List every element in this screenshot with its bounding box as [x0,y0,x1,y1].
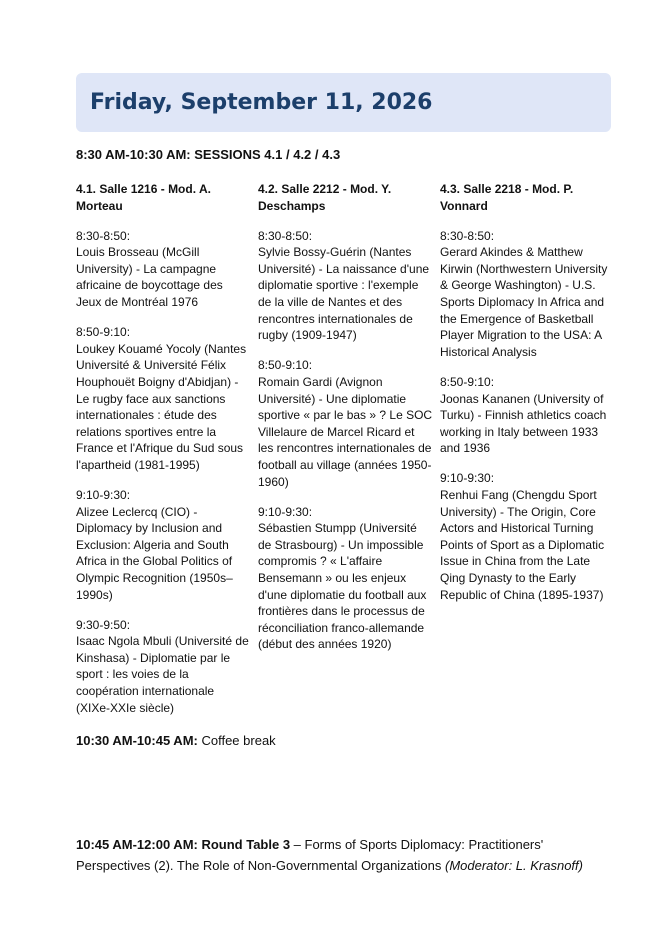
talk-description: Sébastien Stumpp (Université de Strasbourg) - Un impossible compromis ? « L'affaire Bensemann » ou les enjeux d'une diplomatie du football aux frontières dans le processus de réconciliation franco-allemande (début des années 1920) [258,521,427,652]
talk-slot [258,504,433,653]
talk-description: Renhui Fang (Chengdu Sport University) - The Origin, Core Actors and Historical Turning Points of Sport as a Diplomatic Issue in China from the Late Qing Dynasty to the Early Republic of China (1895-1937) [440,488,605,602]
talk-slot [258,357,433,490]
talk-description: Alizee Leclercq (CIO) - Diplomacy by Inclusion and Exclusion: Algeria and South Africa in the Global Politics of Olympic Recognition (1950s–1990s) [76,504,233,602]
talk-time: 9:30-9:50: [76,617,131,632]
room-moderator-label: 4.2. Salle 2212 - Mod. Y. Deschamps [258,182,392,213]
day-header-banner [76,73,611,132]
session-heading: 8:30 AM-10:30 AM: SESSIONS 4.1 / 4.2 / 4.3 [76,147,341,162]
talk-slot [440,470,615,603]
round-table-title: 10:45 AM-12:00 AM: Round Table 3 [76,837,291,852]
talk-description: Romain Gardi (Avignon Université) - Une diplomatie sportive « par le bas » ? Le SOC Villelaure de Marcel Ricard et les rencontres internationales de football au village (années 1950-1960) [258,374,433,489]
coffee-break-label: Coffee break [197,733,276,748]
talk-description: Isaac Ngola Mbuli (Université de Kinshasa) - Diplomatie par le sport : les voies de la coopération internationale (XIXe-XXIe siècle) [76,634,249,715]
talk-slot [76,487,251,603]
talk-time: 8:50-9:10: [440,374,495,389]
round-table-description: – Forms of Sports Diplomacy: Practitioners' Perspectives (2). The Role of Non-Governmental Organizations [76,837,544,873]
talk-description: Gerard Akindes & Matthew Kirwin (Northwestern University & George Washington) - U.S. Sports Diplomacy In Africa and the Emergence of Basketball Player Migration to the USA: A Historical Analysis [440,245,608,359]
talk-slot [440,228,615,361]
talk-description: Louis Brosseau (McGill University) - La campagne africaine de boycottage des Jeux de Montréal 1976 [76,245,223,310]
talk-description: Loukey Kouamé Yocoly (Nantes Université & Université Félix Houphouët Boigny d'Abidjan) - Le rugby face aux sanctions internationales : étude des relations sportives entre la France et l'Afrique du Sud sous l'apartheid (1981-1995) [76,341,247,472]
room-moderator-label: 4.3. Salle 2218 - Mod. P. Vonnard [440,182,574,213]
coffee-break-time: 10:30 AM-10:45 AM: [76,733,198,748]
round-table-entry [76,834,606,876]
talk-time: 8:30-8:50: [76,228,131,243]
talk-time: 9:10-9:30: [258,504,313,519]
talk-time: 9:10-9:30: [76,488,131,502]
talk-slot [258,228,433,344]
talk-slot [76,324,251,473]
round-table-moderator: (Moderator: L. Krasnoff) [444,858,583,873]
session-column-4-3 [440,181,615,617]
talk-time: 9:10-9:30: [440,471,495,486]
talk-slot [76,617,251,717]
talk-time: 8:50-9:10: [258,358,313,373]
talk-time: 8:50-9:10: [76,325,131,340]
talk-time: 8:30-8:50: [258,228,313,243]
session-column-4-2 [258,181,433,666]
coffee-break-line [76,732,276,750]
talk-description: Joonas Kananen (University of Turku) - Finnish athletics coach working in Italy between 1933 and 1936 [440,391,607,456]
talk-slot [440,374,615,457]
room-moderator-label: 4.1. Salle 1216 - Mod. A. Morteau [76,182,211,213]
talk-description: Sylvie Bossy-Guérin (Nantes Université) - La naissance d'une diplomatie sportive : l'exemple de la ville de Nantes et des rencontres internationales de rugby (1909-1947) [258,245,430,343]
day-title: Friday, September 11, 2026 [90,90,433,115]
talk-slot [76,228,251,311]
session-column-4-1 [76,181,251,730]
talk-time: 8:30-8:50: [440,228,495,243]
